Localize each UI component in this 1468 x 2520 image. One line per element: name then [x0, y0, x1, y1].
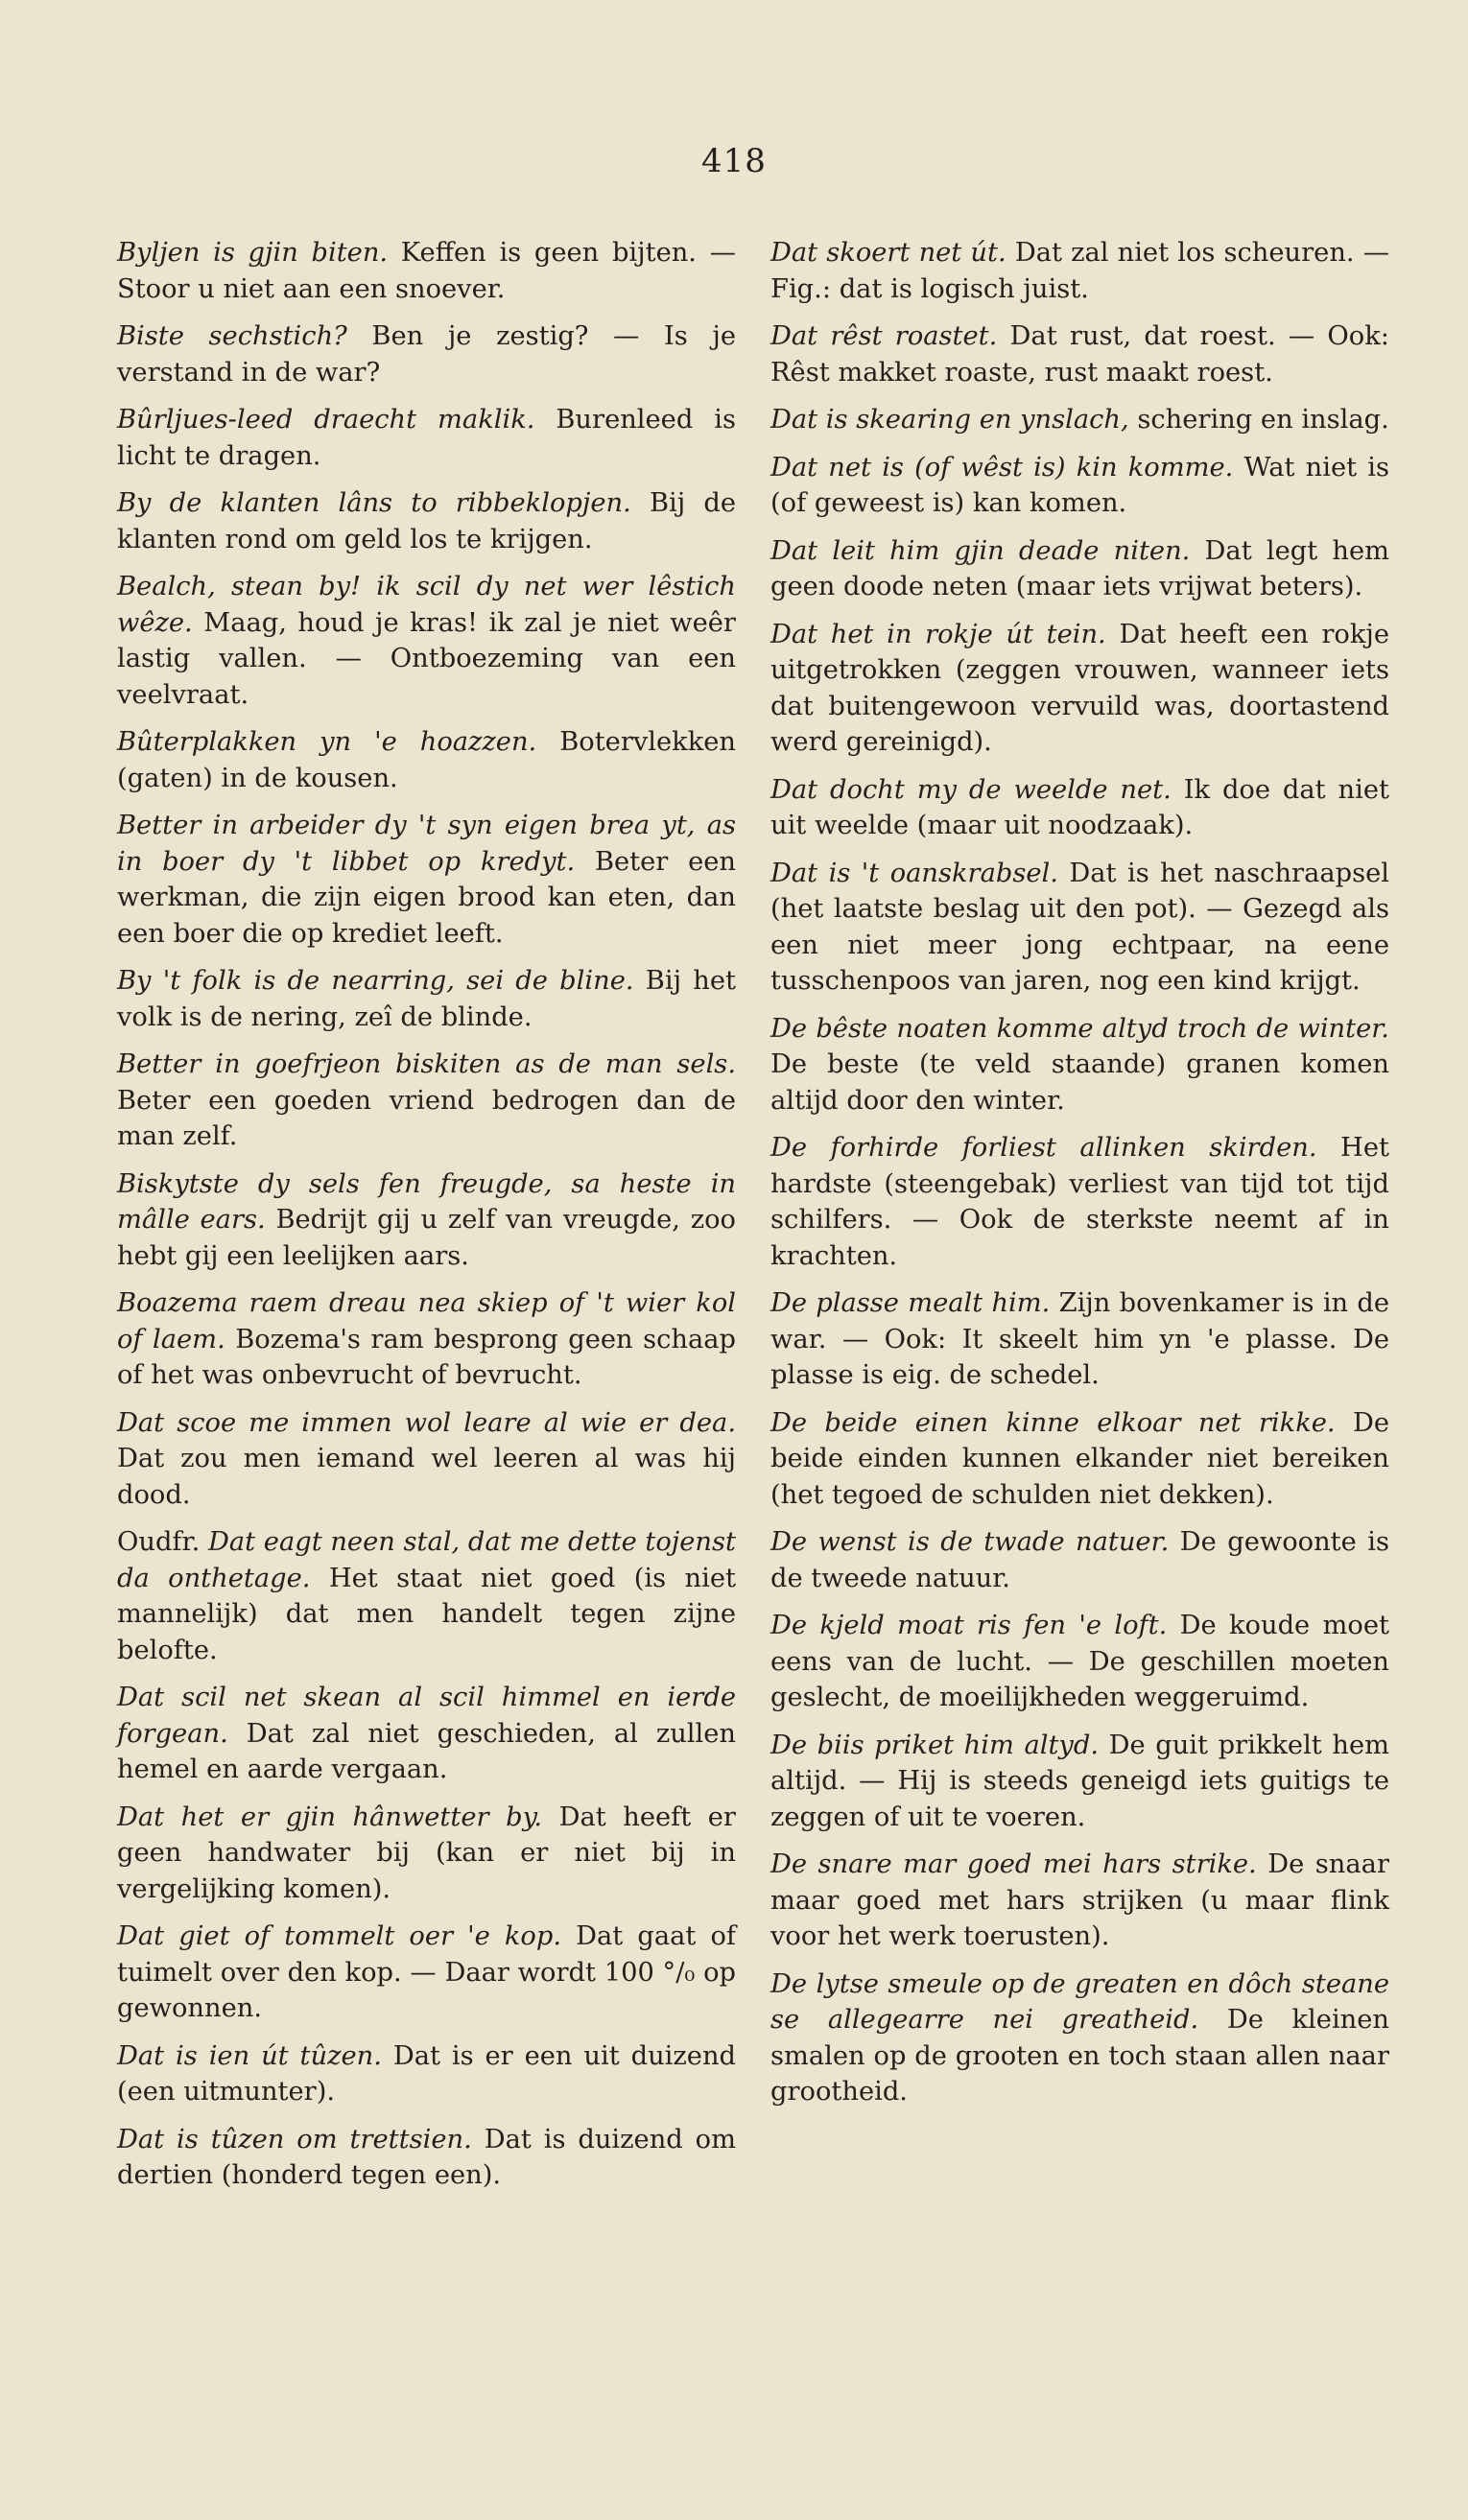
dutch-translation: Ik doe dat niet uit weelde (maar uit noodzaak).	[770, 774, 1389, 840]
proverb-entry	[117, 1800, 736, 1908]
dutch-translation: Dat zal niet los scheuren. — Fig.: dat is logisch juist.	[770, 238, 1390, 304]
proverb-entry	[770, 1285, 1389, 1394]
proverb-entry	[770, 856, 1389, 1000]
proverb-entry	[770, 1011, 1389, 1119]
dutch-translation: Keffen is geen bijten. — Stoor u niet aan een snoever.	[117, 238, 736, 304]
dutch-translation: Burenleed is licht te dragen.	[117, 405, 736, 471]
dutch-translation: De beste (te veld staande) granen komen altijd door den winter.	[770, 1049, 1389, 1116]
frisian-proverb: De forhirde forliest allinken skirden.	[770, 1133, 1317, 1163]
dutch-translation: Zijn bovenkamer is in de war. — Ook: It skeelt him yn 'e plasse. De plasse is eig. de schedel.	[770, 1288, 1390, 1390]
frisian-proverb: Better in arbeider dy 't syn eigen brea yt, as in boer dy 't libbet op kredyt.	[117, 811, 736, 877]
proverb-entry	[117, 1405, 736, 1514]
frisian-proverb: Dat rêst roastet.	[770, 321, 998, 351]
frisian-proverb: Dat is tûzen om trettsien.	[117, 2124, 472, 2155]
frisian-proverb: Better in goefrjeon biskiten as de man sels.	[117, 1049, 736, 1079]
page-number: 418	[701, 142, 767, 180]
proverb-entry	[117, 1680, 736, 1788]
frisian-proverb: De plasse mealt him.	[770, 1288, 1051, 1318]
frisian-proverb: Dat leit him gjin deade niten.	[770, 535, 1191, 566]
dutch-translation: De beide einden kunnen elkander niet bereiken (het tegoed de schulden niet dekken).	[770, 1407, 1389, 1510]
proverb-entry	[117, 808, 736, 952]
dutch-translation: Het hardste (steengebak) verliest van tijd tot tijd schilfers. — Ook de sterkste neemt af in krachten.	[770, 1133, 1389, 1271]
frisian-proverb: Dat skoert net út.	[770, 238, 1006, 268]
dutch-translation: De kleinen smalen op de grooten en toch staan allen naar grootheid.	[770, 2005, 1389, 2107]
frisian-proverb: Dat scil net skean al scil himmel en ierde forgean.	[117, 1683, 736, 1749]
frisian-proverb: Dat scoe me immen wol leare al wie er dea.	[117, 1407, 736, 1438]
proverb-entry	[117, 724, 736, 796]
frisian-proverb: De lytse smeule op de greaten en dôch steane se allegearre nei greatheid.	[770, 1968, 1389, 2035]
proverb-entry	[770, 1847, 1389, 1955]
dutch-translation: Bozema's ram besprong geen schaap of het was onbevrucht of bevrucht.	[117, 1324, 736, 1390]
proverb-entry	[117, 1047, 736, 1155]
proverb-entry	[117, 402, 736, 474]
frisian-proverb: Dat is skearing en ynslach,	[770, 405, 1129, 435]
frisian-proverb: Dat het in rokje út tein.	[770, 619, 1106, 649]
proverb-entry	[117, 1285, 736, 1394]
frisian-proverb: Dat het er gjin hânwetter by.	[117, 1802, 543, 1832]
proverb-entry	[770, 235, 1389, 307]
frisian-proverb: Biskytste dy sels fen freugde, sa heste in mâlle ears.	[117, 1168, 736, 1235]
proverb-entry	[770, 402, 1389, 438]
left-column	[117, 235, 736, 2205]
frisian-proverb: Dat giet of tommelt oer 'e kop.	[117, 1921, 562, 1951]
proverb-entry	[770, 1130, 1389, 1274]
proverb-entry	[770, 772, 1389, 844]
dutch-translation: Het staat niet goed (is niet mannelijk) dat men handelt tegen zijne belofte.	[117, 1563, 736, 1665]
frisian-proverb: De kjeld moat ris fen 'e loft.	[770, 1611, 1168, 1640]
proverb-entry	[117, 1166, 736, 1275]
frisian-proverb: Bûrljues-leed draecht maklik.	[117, 405, 535, 435]
dutch-translation: De koude moet eens van de lucht. — De geschillen moeten geslecht, de moeilijkheden weggeruimd.	[770, 1611, 1389, 1712]
proverb-entry	[770, 318, 1389, 390]
proverb-entry	[117, 963, 736, 1035]
frisian-proverb: By 't folk is de nearring, sei de bline.	[117, 966, 634, 996]
proverb-entry	[117, 318, 736, 390]
proverb-entry	[117, 485, 736, 557]
dutch-translation: Dat gaat of tuimelt over den kop. — Daar wordt 100 °/₀ op gewonnen.	[117, 1921, 736, 2023]
frisian-proverb: Dat docht my de weelde net.	[770, 774, 1172, 805]
dutch-translation: Dat is duizend om dertien (honderd tegen een).	[117, 2124, 736, 2190]
proverb-entry	[117, 1524, 736, 1668]
dutch-translation: Beter een goeden vriend bedrogen dan de man zelf.	[117, 1085, 736, 1151]
dutch-translation: schering en inslag.	[1137, 405, 1389, 435]
frisian-proverb: Boazema raem dreau nea skiep of 't wier kol of laem.	[117, 1288, 736, 1354]
frisian-proverb: Dat net is (of wêst is) kin komme.	[770, 452, 1234, 483]
proverb-entry	[770, 1967, 1389, 2110]
dutch-translation: De snaar maar goed met hars strijken (u maar flink voor het werk toerusten).	[770, 1849, 1389, 1951]
dutch-translation: Dat heeft een rokje uitgetrokken (zeggen vrouwen, wanneer iets dat buitengewoon vervuild was, doortastend werd gereinigd).	[770, 619, 1389, 757]
dutch-translation: Beter een werkman, die zijn eigen brood kan eten, dan een boer die op krediet leeft.	[117, 846, 737, 949]
frisian-proverb: Byljen is gjin biten.	[117, 238, 389, 268]
proverb-entry	[770, 1405, 1389, 1514]
dutch-translation: Bij de klanten rond om geld los te krijgen.	[117, 488, 736, 554]
dutch-translation: Wat niet is (of geweest is) kan komen.	[770, 452, 1389, 518]
dutch-translation: Dat rust, dat roest. — Ook: Rêst makket roaste, rust maakt roest.	[770, 321, 1389, 388]
dutch-translation: Botervlekken (gaten) in de kousen.	[117, 727, 736, 793]
proverb-entry	[117, 569, 736, 713]
proverb-entry	[770, 450, 1389, 522]
dutch-translation: Dat zal niet geschieden, al zullen hemel en aarde vergaan.	[117, 1718, 736, 1784]
proverb-entry	[770, 617, 1389, 761]
entry-prefix: Oudfr.	[117, 1527, 201, 1557]
frisian-proverb: Biste sechstich?	[117, 321, 347, 351]
frisian-proverb: De bêste noaten komme altyd troch de winter.	[770, 1013, 1389, 1044]
dutch-translation: Ben je zestig? — Is je verstand in de war?	[117, 321, 736, 388]
frisian-proverb: De beide einen kinne elkoar net rikke.	[770, 1407, 1336, 1438]
frisian-proverb: De biis priket him altyd.	[770, 1730, 1100, 1760]
dutch-translation: Dat heeft er geen handwater bij (kan er niet bij in vergelijking komen).	[117, 1802, 736, 1904]
frisian-proverb: Dat eagt neen stal, dat me dette tojenst da onthetage.	[117, 1527, 736, 1593]
proverb-entry	[117, 1919, 736, 2027]
right-column	[770, 235, 1389, 2122]
proverb-entry	[770, 1524, 1389, 1596]
frisian-proverb: Bûterplakken yn 'e hoazzen.	[117, 727, 537, 757]
proverb-entry	[117, 2038, 736, 2110]
dutch-translation: Dat is het naschraapsel (het laatste beslag uit den pot). — Gezegd als een niet meer jong echtpaar, na eene tusschenpoos van jaren, nog een kind krijgt.	[770, 858, 1390, 996]
frisian-proverb: By de klanten lâns to ribbeklopjen.	[117, 488, 631, 518]
frisian-proverb: Dat is 't oanskrabsel.	[770, 858, 1058, 888]
proverb-entry	[770, 533, 1389, 605]
proverb-entry	[770, 1728, 1389, 1836]
dutch-translation: De guit prikkelt hem altijd. — Hij is steeds geneigd iets guitigs te zeggen of uit te voeren.	[770, 1730, 1389, 1832]
dutch-translation: Maag, houd je kras! ik zal je niet weêr lastig vallen. — Ontboezeming van een veelvraat.	[117, 607, 736, 710]
dutch-translation: Bij het volk is de nering, zeî de blinde.	[117, 966, 736, 1032]
dutch-translation: Bedrijt gij u zelf van vreugde, zoo hebt gij een leelijken aars.	[117, 1205, 736, 1271]
dutch-translation: De gewoonte is de tweede natuur.	[770, 1527, 1390, 1593]
dutch-translation: Dat legt hem geen doode neten (maar iets vrijwat beters).	[770, 535, 1390, 601]
frisian-proverb: De snare mar goed mei hars strike.	[770, 1849, 1257, 1879]
proverb-entry	[117, 235, 736, 307]
dutch-translation: Dat zou men iemand wel leeren al was hij dood.	[117, 1444, 736, 1510]
proverb-entry	[770, 1608, 1389, 1716]
dutch-translation: Dat is er een uit duizend (een uitmunter).	[117, 2040, 736, 2107]
frisian-proverb: Dat is ien út tûzen.	[117, 2040, 382, 2071]
proverb-entry	[117, 2122, 736, 2194]
frisian-proverb: Bealch, stean by! ik scil dy net wer lêstich wêze.	[117, 572, 736, 638]
frisian-proverb: De wenst is de twade natuer.	[770, 1527, 1170, 1557]
